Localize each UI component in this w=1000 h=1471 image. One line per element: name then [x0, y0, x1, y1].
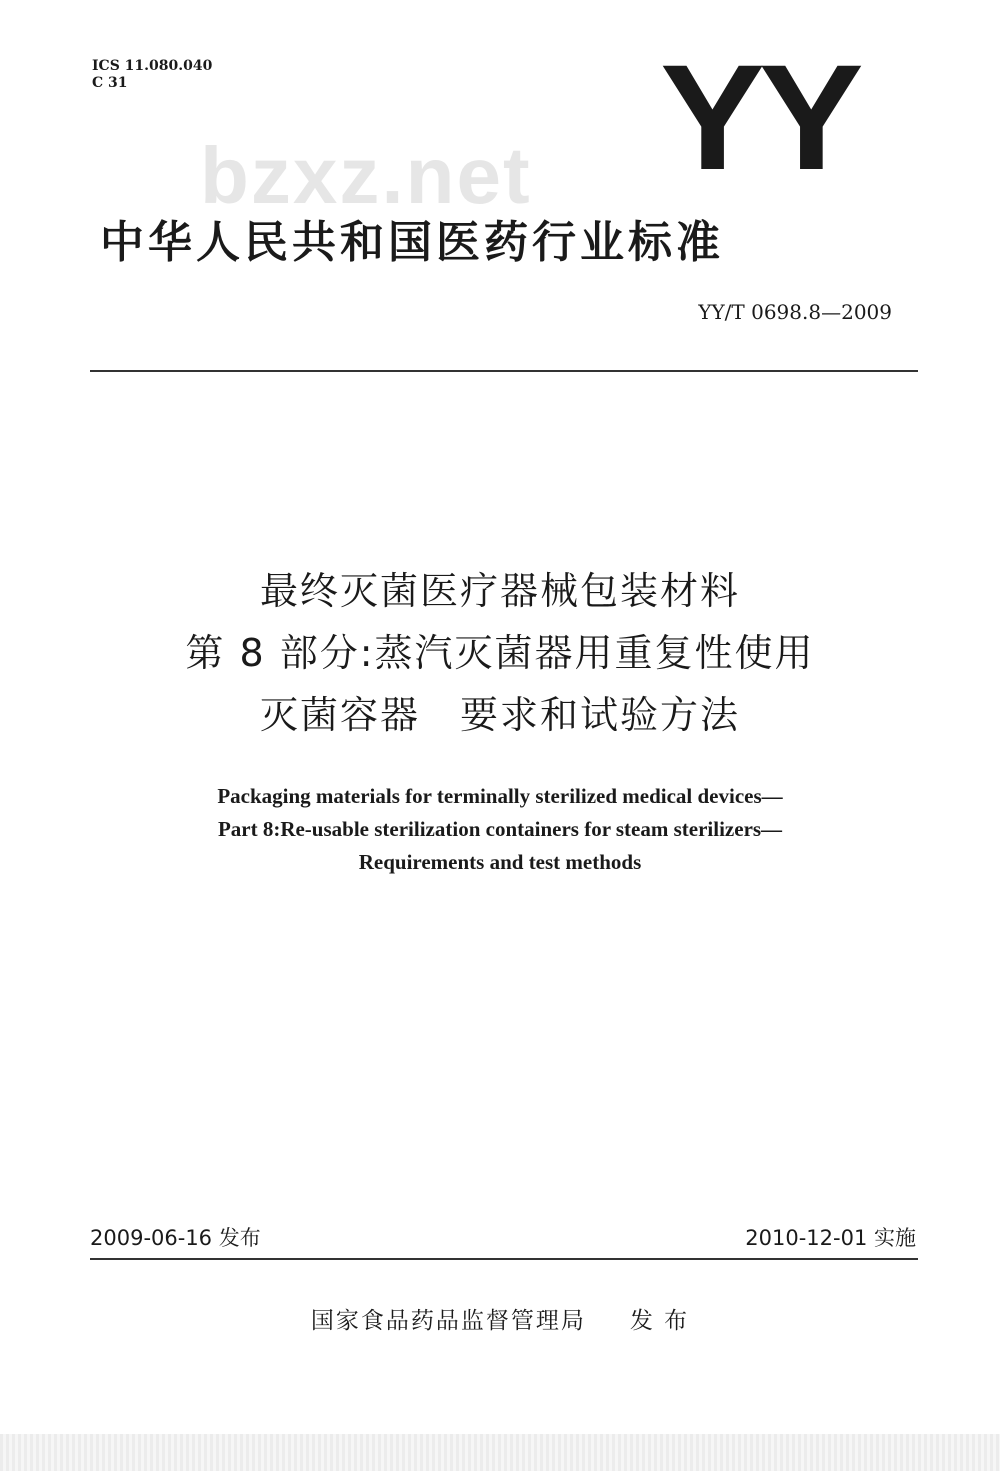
- ccs-code: C 31: [92, 75, 128, 91]
- page-bottom-strip: [0, 1434, 1000, 1471]
- english-title-line: Packaging materials for terminally sterilized medical devices—: [217, 784, 783, 808]
- organization-title: 中华人民共和国医药行业标准: [100, 217, 724, 268]
- publish-date: 2009-06-16 发布: [90, 1226, 261, 1250]
- issuer-name: 国家食品药品监督管理局: [310, 1308, 586, 1334]
- english-title: [0, 780, 1000, 879]
- bottom-divider: [90, 1258, 918, 1260]
- chinese-title: [0, 560, 1000, 746]
- watermark-text: bzxz.net: [200, 131, 532, 220]
- issuer-action: 发 布: [629, 1308, 690, 1334]
- top-divider: [90, 370, 918, 372]
- ics-classification: [92, 58, 212, 92]
- english-title-line: Part 8:Re-usable sterilization containers for steam sterilizers—: [217, 817, 783, 841]
- chinese-title-line: 最终灭菌医疗器械包装材料: [259, 569, 740, 613]
- issuer: [0, 1302, 1000, 1335]
- standard-code: YY/T 0698.8—2009: [698, 300, 892, 324]
- implement-date: 2010-12-01 实施: [745, 1226, 916, 1250]
- ics-code: ICS 11.080.040: [92, 58, 213, 74]
- yy-logo: YY: [660, 33, 858, 201]
- chinese-title-line: 灭菌容器 要求和试验方法: [259, 693, 740, 737]
- english-title-line: Requirements and test methods: [358, 850, 642, 874]
- chinese-title-line: 第 8 部分:蒸汽灭菌器用重复性使用: [185, 631, 815, 675]
